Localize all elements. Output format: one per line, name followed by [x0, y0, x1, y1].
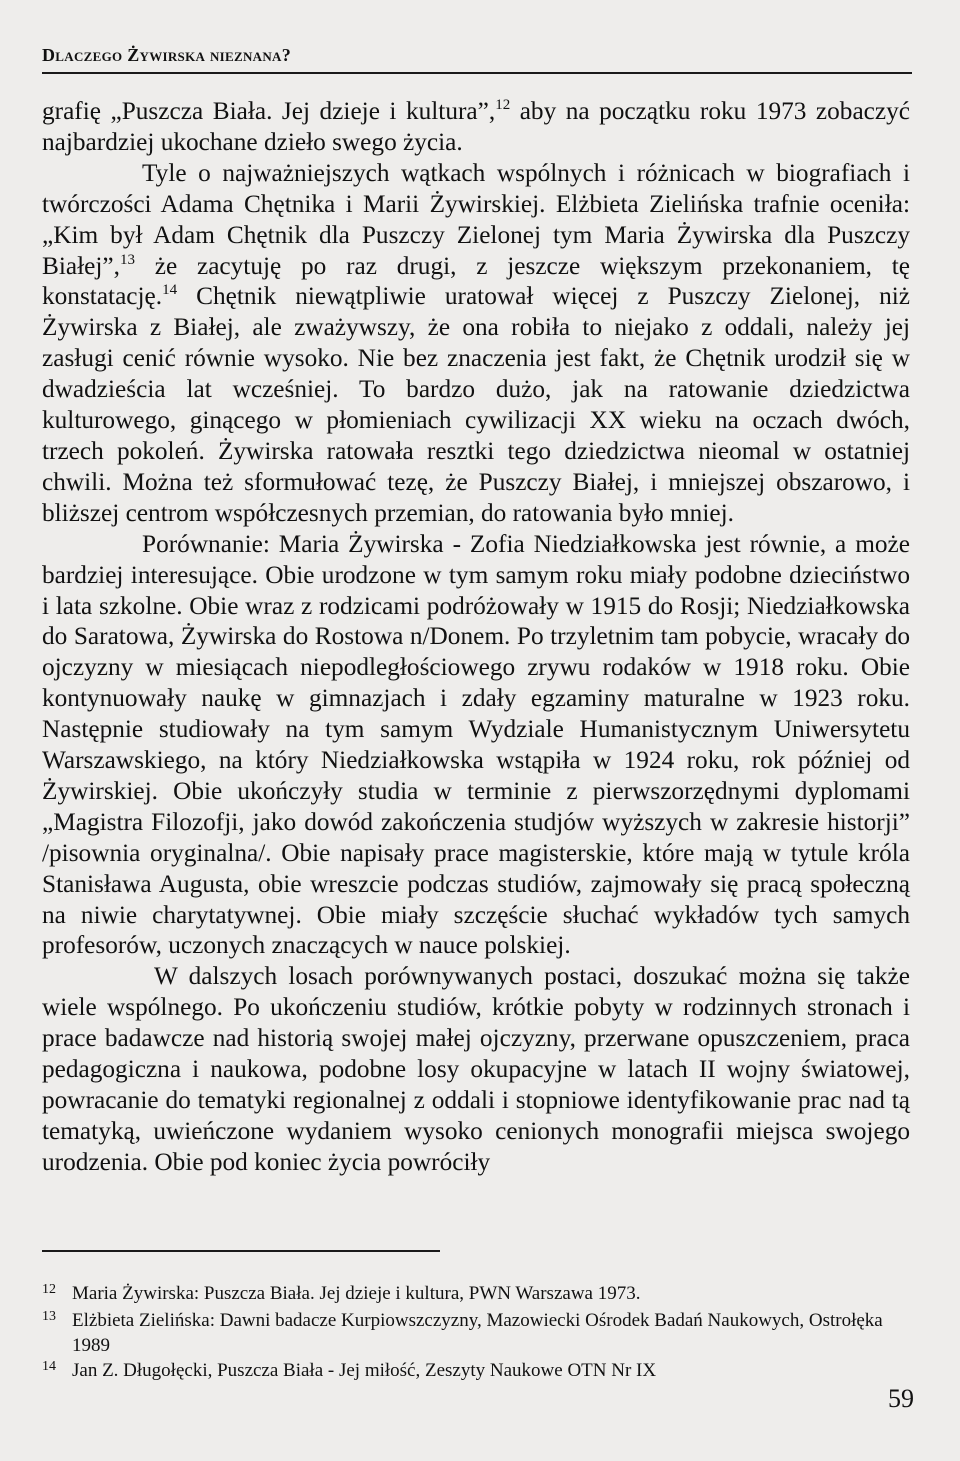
paragraph-comparison-niedzialkowska — [42, 529, 910, 962]
paragraph-continuation — [42, 96, 910, 158]
footnote-ref-13[interactable]: 13 — [119, 251, 135, 268]
footnote-separator — [42, 1250, 440, 1252]
paragraph-later-lives — [42, 961, 910, 1177]
footnote-12 — [42, 1282, 910, 1307]
footnote-text: Jan Z. Długołęcki, Puszcza Biała - Jej miłość, Zeszyty Naukowe OTN Nr IX — [72, 1360, 657, 1381]
main-text — [42, 96, 910, 1178]
footnote-number: 13 — [42, 1309, 56, 1324]
footnote-text: Elżbieta Zielińska: Dawni badacze Kurpiowszczyzny, Mazowiecki Ośrodek Badań Naukowych, Ostrołęka 1989 — [72, 1310, 883, 1356]
footnote-14 — [42, 1359, 910, 1384]
text-segment: że zacytuję po raz drugi, z jeszcze większym przekonaniem, tę konstatację. — [42, 251, 910, 311]
footnote-number: 14 — [42, 1359, 56, 1374]
footnote-ref-14[interactable]: 14 — [162, 282, 178, 299]
footnote-13 — [42, 1309, 910, 1357]
text-segment: grafię „Puszcza Biała. Jej dzieje i kultura”, — [42, 97, 496, 125]
running-header — [42, 42, 912, 74]
text-segment: W dalszych losach porównywanych postaci, doszukać można się także wiele wspólnego. Po ukończeniu studiów, krótkie pobyty w rodzinnych stronach i prace badawcze nad historią swojej małej ojczyzny, przerwane opuszczeniem, praca pedagogiczna i naukowa, podobne losy okupacyjne w latach II wojny światowej, powracanie do tematyki regionalnej z oddali i stopniowe identyfikowanie prac nad tą tematyką, uwieńczone wydaniem wysoko cenionych monografii miejsca swojego urodzenia. Obie pod koniec życia powróciły — [42, 962, 910, 1176]
text-segment: aby na początku roku 1973 zobaczyć najbardziej ukochane dzieło swego życia. — [42, 97, 911, 156]
text-segment: Porównanie: Maria Żywirska - Zofia Niedziałkowska jest równie, a może bardziej interesujące. Obie urodzone w tym samym roku miały podobne dzieciństwo i lata szkolne. Obie wraz z rodzicami podróżowały w 1915 do Rosji; Niedziałkowska do Saratowa, Żywirska do Rostowa n/Donem. Po trzyletnim tam pobycie, wracały do ojczyzny w miesiącach niepodległościowego zrywu rodaków w 1918 roku. Obie kontynuowały naukę w gimnazjach i zdały egzaminy maturalne w 1923 roku. Następnie studiowały na tym samym Wydziale Humanistycznym Uniwersytetu Warszawskiego, na który Niedziałkowska wstąpiła w 1924 roku, rok później od Żywirskiej. Obie ukończyły studia w terminie z pierwszorzędnymi dyplomami „Magistra Filozofji, jako dowód zakończenia studjów wyższych w zakresie historji” /pisownia oryginalna/. Obie napisały prace magisterskie, które mają w tytule króla Stanisława Augusta, obie wreszcie podczas studiów, zajmowały się pracą społeczną na niwie charytatywnej. Obie miały szczęście słuchać wykładów tych samych profesorów, uczonych znaczących w nauce polskiej. — [42, 529, 910, 960]
footnote-text: Maria Żywirska: Puszcza Biała. Jej dzieje i kultura, PWN Warszawa 1973. — [72, 1283, 641, 1304]
paragraph-comparison-chetnik — [42, 158, 910, 529]
footnote-ref-12[interactable]: 12 — [495, 97, 511, 113]
footnotes — [42, 1282, 910, 1386]
running-title: Dlaczego Żywirska nieznana? — [42, 45, 292, 65]
footnote-number: 12 — [42, 1282, 56, 1297]
page-number: 59 — [888, 1384, 914, 1413]
text-segment: Chętnik niewątpliwie uratował więcej z Puszczy Zielonej, niż Żywirska z Białej, ale zważywszy, że ona robiła to niejako z oddali, należy jej zasługi cenić równie wysoko. Nie bez znaczenia jest fakt, że Chętnik urodził się w dwadzieścia lat wcześniej. To bardzo dużo, jak na ratowanie dziedzictwa kulturowego, ginącego w płomieniach cywilizacji XX wieku na oczach dwóch, trzech pokoleń. Żywirska ratowała resztki tego dziedzictwa nieomal w ostatniej chwili. Można też sformułować tezę, że Puszczy Białej, i mniejszej obszarowo, i bliższej centrom współczesnych przemian, do ratowania było mniej. — [42, 282, 910, 527]
text-segment: Tyle o najważniejszych wątkach wspólnych i różnicach w biografiach i twórczości Adama Chętnika i Marii Żywirskiej. Elżbieta Zielińska trafnie oceniła: „Kim był Adam Chętnik dla Puszczy Zielonej tym Maria Żywirska dla Puszczy Białej”, — [42, 158, 910, 280]
